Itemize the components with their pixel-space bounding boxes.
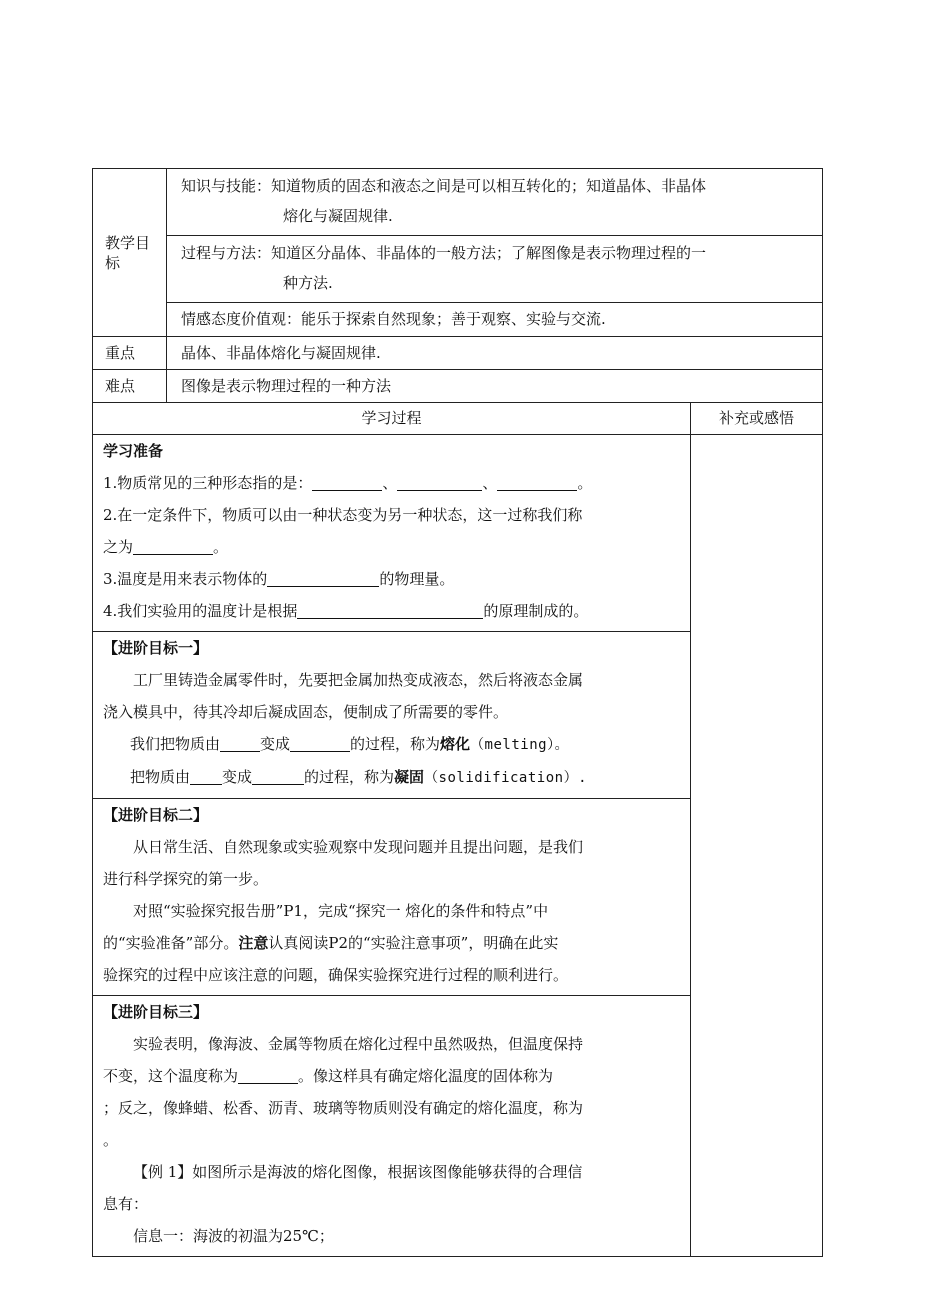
- blank[interactable]: [220, 733, 260, 752]
- goal-process: [167, 236, 823, 303]
- goal2-para2: 对照“实验探究报告册”P1，完成“探究一 熔化的条件和特点”中: [133, 902, 549, 920]
- goal1-para1b: 浇入模具中，待其冷却后凝成固态，便制成了所需要的零件。: [103, 703, 509, 721]
- goal2-para1: 从日常生活、自然现象或实验观察中发现问题并且提出问题，是我们: [133, 838, 584, 856]
- goal1-para1: 工厂里铸造金属零件时，先要把金属加热变成液态，然后将液态金属: [133, 671, 584, 689]
- prep-q2: 2.在一定条件下，物质可以由一种状态变为另一种状态，这一过称我们称 之为 。: [103, 506, 583, 556]
- key-point-text: 晶体、非晶体熔化与凝固规律.: [167, 337, 823, 370]
- key-point-label: 重点: [93, 337, 167, 370]
- goal2-para2c: 验探究的过程中应该注意的问题，确保实验探究进行过程的顺利进行。: [103, 966, 569, 984]
- goal-process-line2: 种方法.: [283, 274, 333, 292]
- notes-column[interactable]: [691, 435, 823, 1257]
- goal3-section: [93, 996, 691, 1257]
- goal1-solidification: 把物质由 变成 的过程，称为凝固（solidification）.: [130, 768, 587, 786]
- blank[interactable]: [133, 536, 213, 555]
- blank[interactable]: [497, 472, 577, 491]
- goal1-title: 【进阶目标一】: [103, 639, 209, 657]
- goal1-section: [93, 632, 691, 799]
- prep-q1: 1.物质常见的三种形态指的是： 、 、 。: [103, 474, 593, 492]
- lesson-plan: [92, 168, 822, 1257]
- blank[interactable]: [252, 766, 304, 785]
- blank[interactable]: [290, 733, 350, 752]
- goal2-section: [93, 799, 691, 996]
- goal1-melting: 我们把物质由 变成 的过程，称为熔化（melting）。: [130, 735, 570, 753]
- notes-header: 补充或感悟: [691, 403, 823, 435]
- goal3-para1c: ；反之，像蜂蜡、松香、沥青、玻璃等物质则没有确定的熔化温度，称为: [103, 1099, 584, 1117]
- process-header: 学习过程: [93, 403, 691, 435]
- prep-q3: 3.温度是用来表示物体的 的物理量。: [103, 570, 455, 588]
- goal-process-line1: 过程与方法：知道区分晶体、非晶体的一般方法；了解图像是表示物理过程的一: [181, 244, 707, 262]
- prep-section: [93, 435, 691, 632]
- difficult-point-label: 难点: [93, 370, 167, 403]
- goal3-para1d: 。: [103, 1131, 119, 1149]
- blank[interactable]: [297, 600, 483, 619]
- goal2-para2b: 的“实验准备”部分。注意认真阅读P2的“实验注意事项”，明确在此实: [103, 934, 559, 952]
- goal3-para1b: 不变，这个温度称为 。像这样具有确定熔化温度的固体称为: [103, 1067, 554, 1085]
- blank[interactable]: [238, 1065, 298, 1084]
- prep-q4: 4.我们实验用的温度计是根据 的原理制成的。: [103, 602, 589, 620]
- blank[interactable]: [397, 472, 482, 491]
- difficult-point-text: 图像是表示物理过程的一种方法: [167, 370, 823, 403]
- blank[interactable]: [312, 472, 382, 491]
- prep-title: 学习准备: [103, 442, 164, 460]
- goal3-title: 【进阶目标三】: [103, 1003, 209, 1021]
- lesson-table: [92, 168, 823, 1257]
- info-1: 信息一：海波的初温为25℃；: [133, 1227, 334, 1245]
- goal-attitude: 情感态度价值观：能乐于探索自然现象；善于观察、实验与交流.: [167, 303, 823, 337]
- goal-knowledge-line2: 熔化与凝固规律.: [283, 207, 393, 225]
- goal-knowledge: [167, 169, 823, 236]
- blank[interactable]: [267, 568, 379, 587]
- goal2-title: 【进阶目标二】: [103, 806, 209, 824]
- example-1: 【例 1】如图所示是海波的熔化图像，根据该图像能够获得的合理信: [133, 1163, 583, 1181]
- goal-knowledge-line1: 知识与技能：知道物质的固态和液态之间是可以相互转化的；知道晶体、非晶体: [181, 177, 707, 195]
- goal2-para1b: 进行科学探究的第一步。: [103, 870, 269, 888]
- example-1b: 息有：: [103, 1195, 149, 1213]
- goal3-para1: 实验表明，像海波、金属等物质在熔化过程中虽然吸热，但温度保持: [133, 1035, 584, 1053]
- blank[interactable]: [190, 766, 222, 785]
- goals-label: 教学目标: [93, 169, 167, 337]
